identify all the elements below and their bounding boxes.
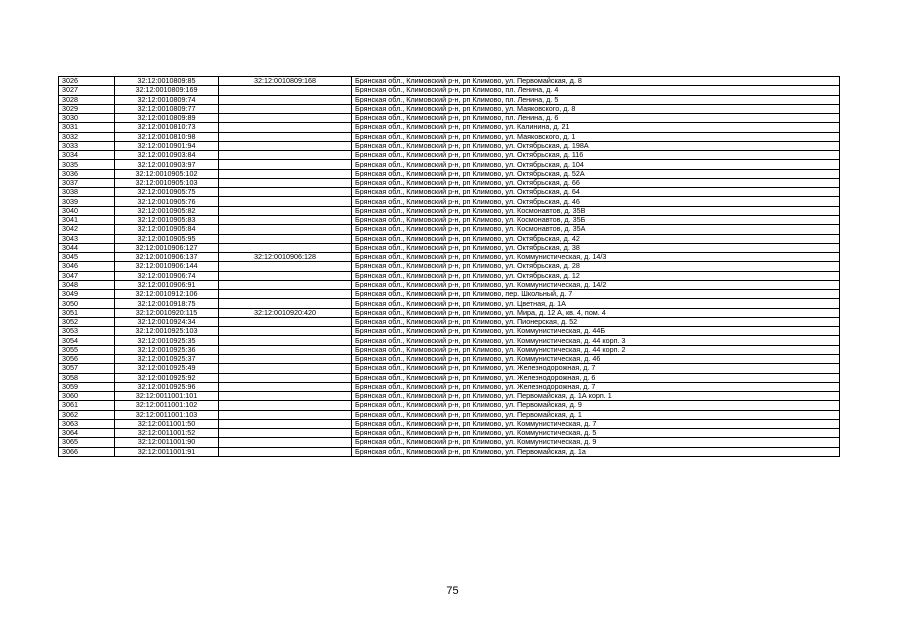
page-number: 75 xyxy=(446,585,459,597)
table-row xyxy=(59,234,840,243)
row-number-cell: 3028 xyxy=(59,95,115,104)
row-number-cell: 3048 xyxy=(59,280,115,289)
row-number-cell: 3062 xyxy=(59,410,115,419)
cadastral-number-cell: 32:12:0010925:103 xyxy=(115,327,219,336)
address-cell: Брянская обл., Климовский р-н, рп Климово, ул. Цветная, д. 1А xyxy=(352,299,840,308)
table-row xyxy=(59,225,840,234)
address-cell: Брянская обл., Климовский р-н, рп Климово, ул. Октябрьская, д. 116 xyxy=(352,151,840,160)
related-cadastral-number-cell xyxy=(219,215,352,224)
related-cadastral-number-cell xyxy=(219,151,352,160)
table-row xyxy=(59,262,840,271)
table-row xyxy=(59,253,840,262)
cadastral-number-cell: 32:12:0010809:169 xyxy=(115,86,219,95)
related-cadastral-number-cell xyxy=(219,401,352,410)
address-cell: Брянская обл., Климовский р-н, рп Климово, ул. Октябрьская, д. 198А xyxy=(352,141,840,150)
address-cell: Брянская обл., Климовский р-н, рп Климово, ул. Железнодорожная, д. 7 xyxy=(352,382,840,391)
row-number-cell: 3044 xyxy=(59,243,115,252)
related-cadastral-number-cell xyxy=(219,197,352,206)
address-cell: Брянская обл., Климовский р-н, рп Климово, ул. Маяковского, д. 1 xyxy=(352,132,840,141)
cadastral-number-cell: 32:12:0011001:102 xyxy=(115,401,219,410)
address-cell: Брянская обл., Климовский р-н, рп Климово, ул. Октябрьская, д. 38 xyxy=(352,243,840,252)
row-number-cell: 3050 xyxy=(59,299,115,308)
table-row xyxy=(59,382,840,391)
address-cell: Брянская обл., Климовский р-н, рп Климово, ул. Калинина, д. 21 xyxy=(352,123,840,132)
cadastral-number-cell: 32:12:0010905:103 xyxy=(115,178,219,187)
related-cadastral-number-cell xyxy=(219,141,352,150)
table-row xyxy=(59,336,840,345)
related-cadastral-number-cell xyxy=(219,327,352,336)
row-number-cell: 3049 xyxy=(59,290,115,299)
related-cadastral-number-cell xyxy=(219,354,352,363)
cadastral-number-cell: 32:12:0010905:102 xyxy=(115,169,219,178)
related-cadastral-number-cell xyxy=(219,160,352,169)
related-cadastral-number-cell xyxy=(219,262,352,271)
cadastral-number-cell: 32:12:0011001:101 xyxy=(115,392,219,401)
related-cadastral-number-cell xyxy=(219,271,352,280)
related-cadastral-number-cell: 32:12:0010809:168 xyxy=(219,77,352,86)
cadastral-number-cell: 32:12:0010809:89 xyxy=(115,114,219,123)
table-row xyxy=(59,419,840,428)
cadastral-number-cell: 32:12:0010906:144 xyxy=(115,262,219,271)
row-number-cell: 3059 xyxy=(59,382,115,391)
row-number-cell: 3061 xyxy=(59,401,115,410)
related-cadastral-number-cell xyxy=(219,392,352,401)
table-row xyxy=(59,290,840,299)
row-number-cell: 3031 xyxy=(59,123,115,132)
row-number-cell: 3058 xyxy=(59,373,115,382)
cadastral-number-cell: 32:12:0010925:35 xyxy=(115,336,219,345)
table-row xyxy=(59,345,840,354)
table-row xyxy=(59,317,840,326)
row-number-cell: 3052 xyxy=(59,317,115,326)
address-cell: Брянская обл., Климовский р-н, рп Климово, ул. Железнодорожная, д. 7 xyxy=(352,364,840,373)
row-number-cell: 3029 xyxy=(59,104,115,113)
address-cell: Брянская обл., Климовский р-н, рп Климово, ул. Пионерская, д. 52 xyxy=(352,317,840,326)
address-cell: Брянская обл., Климовский р-н, рп Климово, ул. Коммунистическая, д. 46 xyxy=(352,354,840,363)
cadastral-number-cell: 32:12:0010924:34 xyxy=(115,317,219,326)
cadastral-number-cell: 32:12:0010918:75 xyxy=(115,299,219,308)
table-row xyxy=(59,151,840,160)
table-row xyxy=(59,178,840,187)
table-row xyxy=(59,373,840,382)
related-cadastral-number-cell xyxy=(219,178,352,187)
cadastral-number-cell: 32:12:0010912:106 xyxy=(115,290,219,299)
address-cell: Брянская обл., Климовский р-н, рп Климово, пл. Ленина, д. 6 xyxy=(352,114,840,123)
related-cadastral-number-cell xyxy=(219,95,352,104)
row-number-cell: 3051 xyxy=(59,308,115,317)
table-row xyxy=(59,243,840,252)
table-row xyxy=(59,354,840,363)
row-number-cell: 3035 xyxy=(59,160,115,169)
row-number-cell: 3039 xyxy=(59,197,115,206)
cadastral-number-cell: 32:12:0010905:82 xyxy=(115,206,219,215)
table-row xyxy=(59,429,840,438)
address-cell: Брянская обл., Климовский р-н, рп Климово, ул. Коммунистическая, д. 7 xyxy=(352,419,840,428)
related-cadastral-number-cell xyxy=(219,336,352,345)
address-cell: Брянская обл., Климовский р-н, рп Климово, ул. Октябрьская, д. 104 xyxy=(352,160,840,169)
related-cadastral-number-cell xyxy=(219,280,352,289)
table-row xyxy=(59,271,840,280)
cadastral-number-cell: 32:12:0010906:91 xyxy=(115,280,219,289)
cadastral-number-cell: 32:12:0010809:77 xyxy=(115,104,219,113)
related-cadastral-number-cell xyxy=(219,373,352,382)
table-row xyxy=(59,86,840,95)
table-row xyxy=(59,95,840,104)
related-cadastral-number-cell xyxy=(219,299,352,308)
related-cadastral-number-cell: 32:12:0010920:420 xyxy=(219,308,352,317)
cadastral-number-cell: 32:12:0010903:84 xyxy=(115,151,219,160)
address-cell: Брянская обл., Климовский р-н, рп Климово, ул. Железнодорожная, д. 6 xyxy=(352,373,840,382)
cadastral-table xyxy=(58,76,840,457)
address-cell: Брянская обл., Климовский р-н, рп Климово, ул. Первомайская, д. 1а xyxy=(352,447,840,456)
address-cell: Брянская обл., Климовский р-н, рп Климово, ул. Коммунистическая, д. 9 xyxy=(352,438,840,447)
cadastral-number-cell: 32:12:0010925:49 xyxy=(115,364,219,373)
related-cadastral-number-cell xyxy=(219,188,352,197)
address-cell: Брянская обл., Климовский р-н, рп Климово, ул. Октябрьская, д. 64 xyxy=(352,188,840,197)
address-cell: Брянская обл., Климовский р-н, рп Климово, ул. Первомайская, д. 1А корп. 1 xyxy=(352,392,840,401)
address-cell: Брянская обл., Климовский р-н, рп Климово, ул. Маяковского, д. 8 xyxy=(352,104,840,113)
cadastral-number-cell: 32:12:0010810:98 xyxy=(115,132,219,141)
address-cell: Брянская обл., Климовский р-н, рп Климово, ул. Октябрьская, д. 46 xyxy=(352,197,840,206)
row-number-cell: 3057 xyxy=(59,364,115,373)
address-cell: Брянская обл., Климовский р-н, рп Климово, ул. Коммунистическая, д. 44 корп. 3 xyxy=(352,336,840,345)
row-number-cell: 3037 xyxy=(59,178,115,187)
table-row xyxy=(59,327,840,336)
row-number-cell: 3026 xyxy=(59,77,115,86)
row-number-cell: 3034 xyxy=(59,151,115,160)
table-row xyxy=(59,160,840,169)
related-cadastral-number-cell xyxy=(219,243,352,252)
related-cadastral-number-cell xyxy=(219,290,352,299)
table-row xyxy=(59,188,840,197)
address-cell: Брянская обл., Климовский р-н, рп Климово, ул. Коммунистическая, д. 44 корп. 2 xyxy=(352,345,840,354)
table-row xyxy=(59,410,840,419)
table-row xyxy=(59,364,840,373)
table-row xyxy=(59,114,840,123)
address-cell: Брянская обл., Климовский р-н, рп Климово, ул. Октябрьская, д. 28 xyxy=(352,262,840,271)
address-cell: Брянская обл., Климовский р-н, рп Климово, ул. Коммунистическая, д. 44Б xyxy=(352,327,840,336)
row-number-cell: 3053 xyxy=(59,327,115,336)
address-cell: Брянская обл., Климовский р-н, рп Климово, пл. Ленина, д. 5 xyxy=(352,95,840,104)
related-cadastral-number-cell xyxy=(219,114,352,123)
cadastral-number-cell: 32:12:0010809:85 xyxy=(115,77,219,86)
cadastral-number-cell: 32:12:0010925:36 xyxy=(115,345,219,354)
related-cadastral-number-cell xyxy=(219,317,352,326)
row-number-cell: 3055 xyxy=(59,345,115,354)
row-number-cell: 3041 xyxy=(59,215,115,224)
cadastral-number-cell: 32:12:0011001:103 xyxy=(115,410,219,419)
row-number-cell: 3065 xyxy=(59,438,115,447)
related-cadastral-number-cell xyxy=(219,132,352,141)
address-cell: Брянская обл., Климовский р-н, рп Климово, ул. Первомайская, д. 1 xyxy=(352,410,840,419)
cadastral-number-cell: 32:12:0010925:96 xyxy=(115,382,219,391)
address-cell: Брянская обл., Климовский р-н, рп Климово, ул. Космонавтов, д. 35Б xyxy=(352,215,840,224)
cadastral-number-cell: 32:12:0011001:50 xyxy=(115,419,219,428)
cadastral-number-cell: 32:12:0010925:92 xyxy=(115,373,219,382)
table-row xyxy=(59,308,840,317)
cadastral-number-cell: 32:12:0011001:90 xyxy=(115,438,219,447)
address-cell: Брянская обл., Климовский р-н, рп Климово, ул. Октябрьская, д. 12 xyxy=(352,271,840,280)
related-cadastral-number-cell xyxy=(219,345,352,354)
related-cadastral-number-cell xyxy=(219,364,352,373)
cadastral-number-cell: 32:12:0011001:52 xyxy=(115,429,219,438)
address-cell: Брянская обл., Климовский р-н, рп Климово, ул. Космонавтов, д. 35В xyxy=(352,206,840,215)
row-number-cell: 3036 xyxy=(59,169,115,178)
table-row xyxy=(59,438,840,447)
table-row xyxy=(59,215,840,224)
related-cadastral-number-cell xyxy=(219,225,352,234)
row-number-cell: 3046 xyxy=(59,262,115,271)
table-row xyxy=(59,132,840,141)
related-cadastral-number-cell xyxy=(219,429,352,438)
address-cell: Брянская обл., Климовский р-н, рп Климово, ул. Первомайская, д. 8 xyxy=(352,77,840,86)
address-cell: Брянская обл., Климовский р-н, рп Климово, ул. Коммунистическая, д. 5 xyxy=(352,429,840,438)
address-cell: Брянская обл., Климовский р-н, рп Климово, ул. Октябрьская, д. 42 xyxy=(352,234,840,243)
cadastral-number-cell: 32:12:0010905:95 xyxy=(115,234,219,243)
row-number-cell: 3033 xyxy=(59,141,115,150)
cadastral-number-cell: 32:12:0010925:37 xyxy=(115,354,219,363)
row-number-cell: 3060 xyxy=(59,392,115,401)
row-number-cell: 3064 xyxy=(59,429,115,438)
row-number-cell: 3032 xyxy=(59,132,115,141)
table-row xyxy=(59,169,840,178)
row-number-cell: 3056 xyxy=(59,354,115,363)
related-cadastral-number-cell xyxy=(219,86,352,95)
table-row xyxy=(59,447,840,456)
table-row xyxy=(59,123,840,132)
cadastral-number-cell: 32:12:0010905:84 xyxy=(115,225,219,234)
table-row xyxy=(59,392,840,401)
cadastral-number-cell: 32:12:0010906:137 xyxy=(115,253,219,262)
table-row xyxy=(59,401,840,410)
row-number-cell: 3047 xyxy=(59,271,115,280)
row-number-cell: 3043 xyxy=(59,234,115,243)
related-cadastral-number-cell xyxy=(219,382,352,391)
cadastral-number-cell: 32:12:0011001:91 xyxy=(115,447,219,456)
address-cell: Брянская обл., Климовский р-н, рп Климово, ул. Октябрьская, д. 66 xyxy=(352,178,840,187)
related-cadastral-number-cell xyxy=(219,438,352,447)
related-cadastral-number-cell xyxy=(219,104,352,113)
address-cell: Брянская обл., Климовский р-н, рп Климово, ул. Первомайская, д. 9 xyxy=(352,401,840,410)
address-cell: Брянская обл., Климовский р-н, рп Климово, ул. Коммунистическая, д. 14/2 xyxy=(352,280,840,289)
address-cell: Брянская обл., Климовский р-н, рп Климово, пер. Школьный, д. 7 xyxy=(352,290,840,299)
cadastral-number-cell: 32:12:0010901:94 xyxy=(115,141,219,150)
cadastral-number-cell: 32:12:0010810:73 xyxy=(115,123,219,132)
address-cell: Брянская обл., Климовский р-н, рп Климово, ул. Космонавтов, д. 35А xyxy=(352,225,840,234)
cadastral-number-cell: 32:12:0010905:83 xyxy=(115,215,219,224)
related-cadastral-number-cell: 32:12:0010906:128 xyxy=(219,253,352,262)
row-number-cell: 3040 xyxy=(59,206,115,215)
address-cell: Брянская обл., Климовский р-н, рп Климово, пл. Ленина, д. 4 xyxy=(352,86,840,95)
related-cadastral-number-cell xyxy=(219,419,352,428)
cadastral-number-cell: 32:12:0010809:74 xyxy=(115,95,219,104)
related-cadastral-number-cell xyxy=(219,234,352,243)
table-row xyxy=(59,141,840,150)
row-number-cell: 3027 xyxy=(59,86,115,95)
table-row xyxy=(59,206,840,215)
row-number-cell: 3045 xyxy=(59,253,115,262)
cadastral-number-cell: 32:12:0010906:74 xyxy=(115,271,219,280)
row-number-cell: 3038 xyxy=(59,188,115,197)
table-row xyxy=(59,77,840,86)
cadastral-number-cell: 32:12:0010903:97 xyxy=(115,160,219,169)
table-row xyxy=(59,104,840,113)
table-row xyxy=(59,280,840,289)
row-number-cell: 3042 xyxy=(59,225,115,234)
related-cadastral-number-cell xyxy=(219,206,352,215)
row-number-cell: 3063 xyxy=(59,419,115,428)
cadastral-number-cell: 32:12:0010905:75 xyxy=(115,188,219,197)
row-number-cell: 3054 xyxy=(59,336,115,345)
row-number-cell: 3030 xyxy=(59,114,115,123)
related-cadastral-number-cell xyxy=(219,123,352,132)
table-body xyxy=(59,77,840,457)
address-cell: Брянская обл., Климовский р-н, рп Климово, ул. Мира, д. 12 А, кв. 4, пом. 4 xyxy=(352,308,840,317)
row-number-cell: 3066 xyxy=(59,447,115,456)
address-cell: Брянская обл., Климовский р-н, рп Климово, ул. Октябрьская, д. 52А xyxy=(352,169,840,178)
table-row xyxy=(59,299,840,308)
cadastral-number-cell: 32:12:0010905:76 xyxy=(115,197,219,206)
cadastral-number-cell: 32:12:0010920:115 xyxy=(115,308,219,317)
table-row xyxy=(59,197,840,206)
related-cadastral-number-cell xyxy=(219,447,352,456)
cadastral-number-cell: 32:12:0010906:127 xyxy=(115,243,219,252)
related-cadastral-number-cell xyxy=(219,410,352,419)
related-cadastral-number-cell xyxy=(219,169,352,178)
address-cell: Брянская обл., Климовский р-н, рп Климово, ул. Коммунистическая, д. 14/3 xyxy=(352,253,840,262)
